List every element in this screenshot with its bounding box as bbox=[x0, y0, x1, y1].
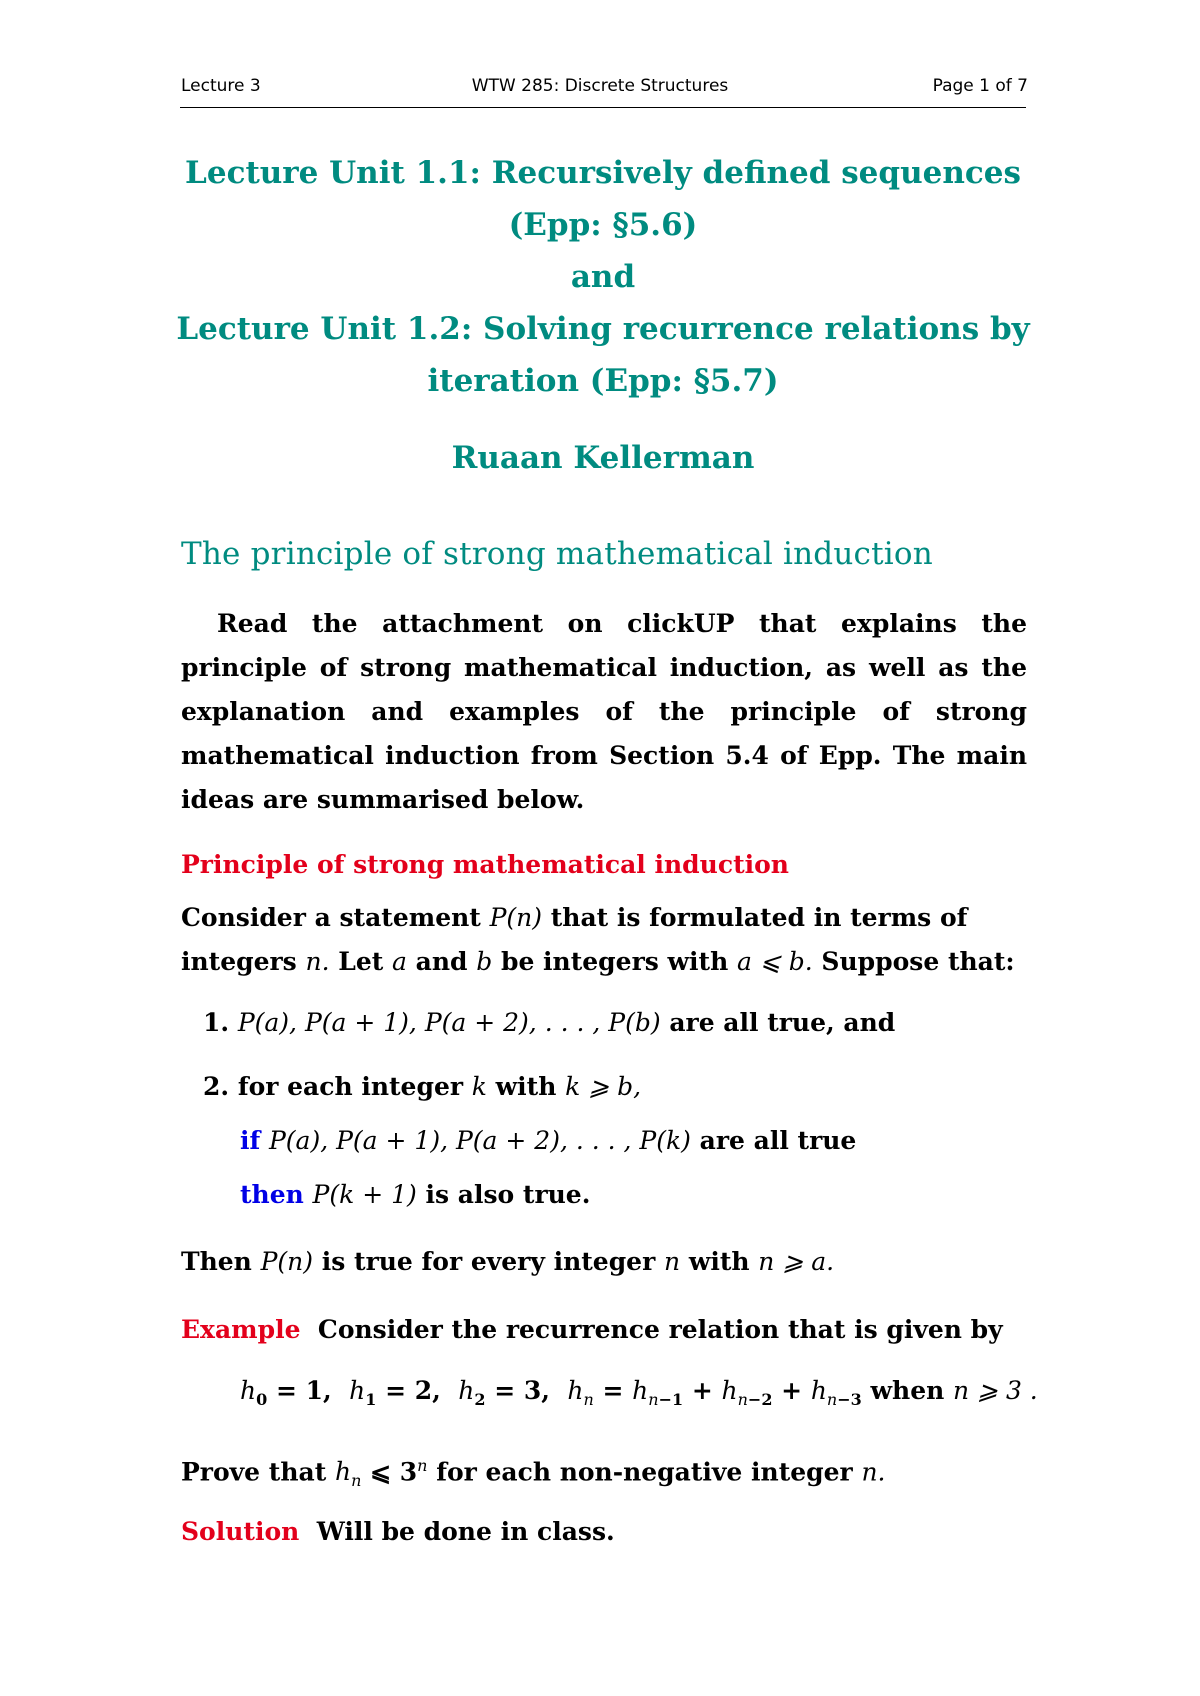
principle-heading: Principle of strong mathematical induction bbox=[181, 850, 789, 879]
list-item: 2. for each integer k with k ⩾ b, bbox=[203, 1072, 642, 1101]
document-title bbox=[170, 147, 1036, 407]
example-intro: Example Consider the recurrence relation that is given by bbox=[181, 1315, 1003, 1344]
solution-label: Solution bbox=[181, 1517, 300, 1546]
title-line-2: (Epp: §5.6) bbox=[508, 207, 698, 243]
header-rule bbox=[180, 107, 1026, 108]
title-line-1: Lecture Unit 1.1: Recursively defined sequences bbox=[185, 155, 1021, 191]
list-item-then-clause: then P(k + 1) is also true. bbox=[240, 1180, 591, 1209]
list-item-if-clause: if P(a), P(a + 1), P(a + 2), . . . , P(k) are all true bbox=[240, 1126, 857, 1155]
title-line-3: and bbox=[570, 259, 636, 295]
list-item: 1. P(a), P(a + 1), P(a + 2), . . . , P(b) are all true, and bbox=[203, 1008, 896, 1037]
header-lecture-number: Lecture 3 bbox=[181, 76, 261, 96]
example-task: Prove that $h_n$ ⩽ 3$^n$ for each non-negative integer n. bbox=[181, 1456, 886, 1491]
title-line-5: iteration (Epp: §5.7) bbox=[427, 363, 779, 399]
recurrence-equation: $h_0 = 1$, $h_1 = 2$, $h_2 = 3$, $h_n = h_{n-1} + h_{n-2} + h_{n-3}$ when n ⩾ 3 . bbox=[240, 1376, 1038, 1409]
title-line-4: Lecture Unit 1.2: Solving recurrence relations by bbox=[176, 311, 1030, 347]
if-keyword: if bbox=[240, 1126, 261, 1155]
then-keyword: then bbox=[240, 1180, 304, 1209]
intro-paragraph: Read the attachment on clickUP that explains the principle of strong mathematical induction, as well as the explanation and examples of the principle of strong mathematical induction from Section 5.4 of Epp. The main ideas are summarised below. bbox=[181, 609, 1027, 814]
header-course-title: WTW 285: Discrete Structures bbox=[471, 76, 729, 96]
principle-statement: Consider a statement P(n) that is formulated in terms of integers n. Let a and b be integers with a ⩽ b. Suppose that: bbox=[181, 903, 1015, 976]
example-label: Example bbox=[181, 1315, 301, 1344]
header-page-number: Page 1 of 7 bbox=[932, 76, 1028, 96]
author-name: Ruaan Kellerman bbox=[451, 440, 755, 476]
principle-conclusion: Then P(n) is true for every integer n with n ⩾ a. bbox=[181, 1247, 835, 1276]
section-title: The principle of strong mathematical induction bbox=[181, 536, 933, 572]
solution-line: Solution Will be done in class. bbox=[181, 1517, 615, 1546]
